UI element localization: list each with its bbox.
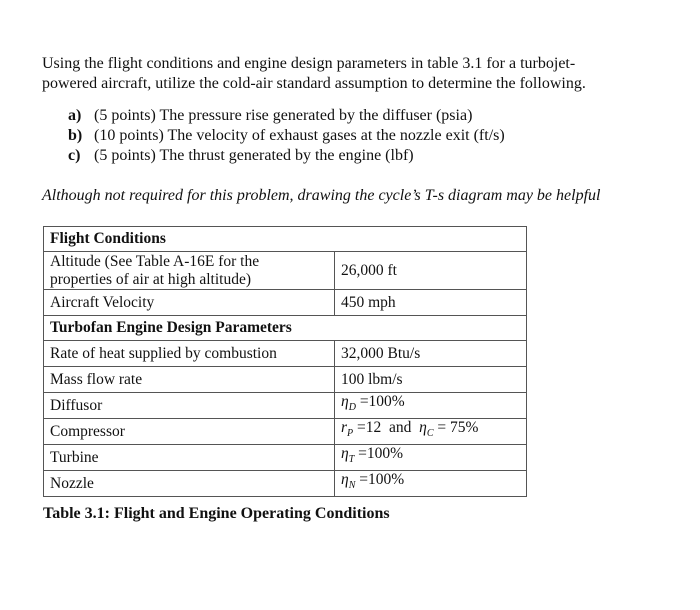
row-label: Diffusor xyxy=(44,393,335,419)
table-row xyxy=(44,419,527,445)
table-row xyxy=(44,471,527,497)
task-item xyxy=(68,146,658,166)
row-label: Mass flow rate xyxy=(44,367,335,393)
table-row xyxy=(44,393,527,419)
table-row xyxy=(44,367,527,393)
row-label: Rate of heat supplied by combustion xyxy=(44,341,335,367)
table-section-row xyxy=(44,316,527,341)
task-label: b) xyxy=(68,127,83,144)
task-item xyxy=(68,106,658,126)
task-label: c) xyxy=(68,147,81,164)
row-label: Aircraft Velocity xyxy=(44,290,335,316)
row-value xyxy=(335,445,527,471)
row-label: Turbine xyxy=(44,445,335,471)
task-text: (5 points) The pressure rise generated by the diffuser (psia) xyxy=(94,107,473,124)
and-word: and xyxy=(389,419,412,437)
task-label: a) xyxy=(68,107,82,124)
task-text: (10 points) The velocity of exhaust gases at the nozzle exit (ft/s) xyxy=(94,127,505,144)
table-caption: Table 3.1: Flight and Engine Operating Conditions xyxy=(43,505,390,522)
problem-statement xyxy=(42,54,662,94)
efficiency-value: =100% xyxy=(359,471,405,489)
row-value xyxy=(335,471,527,497)
hint-text: Although not required for this problem, drawing the cycle’s T-s diagram may be helpful xyxy=(42,187,601,204)
efficiency-symbol: $\eta_D$ xyxy=(341,393,356,414)
altitude-label-line-1: Altitude (See Table A-16E for the xyxy=(50,252,260,270)
altitude-label-line-2: properties of air at high altitude) xyxy=(50,270,252,288)
table-row xyxy=(44,290,527,316)
table-section-row xyxy=(44,227,527,252)
row-value xyxy=(335,419,527,445)
efficiency-value: = 75% xyxy=(437,419,479,437)
row-value xyxy=(335,393,527,419)
efficiency-value: =100% xyxy=(358,445,404,463)
row-label: Compressor xyxy=(44,419,335,445)
efficiency-value: =100% xyxy=(359,393,405,411)
efficiency-symbol: $\eta_T$ xyxy=(341,445,355,466)
task-list xyxy=(68,106,658,166)
intro-line-1: Using the flight conditions and engine design parameters in table 3.1 for a turbojet- xyxy=(42,55,576,72)
row-value: 450 mph xyxy=(335,290,527,316)
section-engine-parameters: Turbofan Engine Design Parameters xyxy=(44,316,527,341)
task-text: (5 points) The thrust generated by the engine (lbf) xyxy=(94,147,414,164)
row-label xyxy=(44,252,335,290)
efficiency-symbol: $\eta_C$ xyxy=(419,419,434,440)
table-row xyxy=(44,341,527,367)
efficiency-symbol: $\eta_N$ xyxy=(341,471,356,492)
pressure-ratio-symbol: $r_P$ xyxy=(341,419,354,440)
task-item xyxy=(68,126,658,146)
row-label: Nozzle xyxy=(44,471,335,497)
intro-line-2: powered aircraft, utilize the cold-air standard assumption to determine the following. xyxy=(42,75,586,92)
row-value: 32,000 Btu/s xyxy=(335,341,527,367)
table-row xyxy=(44,445,527,471)
table-row xyxy=(44,252,527,290)
conditions-table xyxy=(43,226,527,497)
section-flight-conditions: Flight Conditions xyxy=(44,227,527,252)
row-value: 26,000 ft xyxy=(335,252,527,290)
row-value: 100 lbm/s xyxy=(335,367,527,393)
pressure-ratio-value: =12 xyxy=(357,419,382,437)
